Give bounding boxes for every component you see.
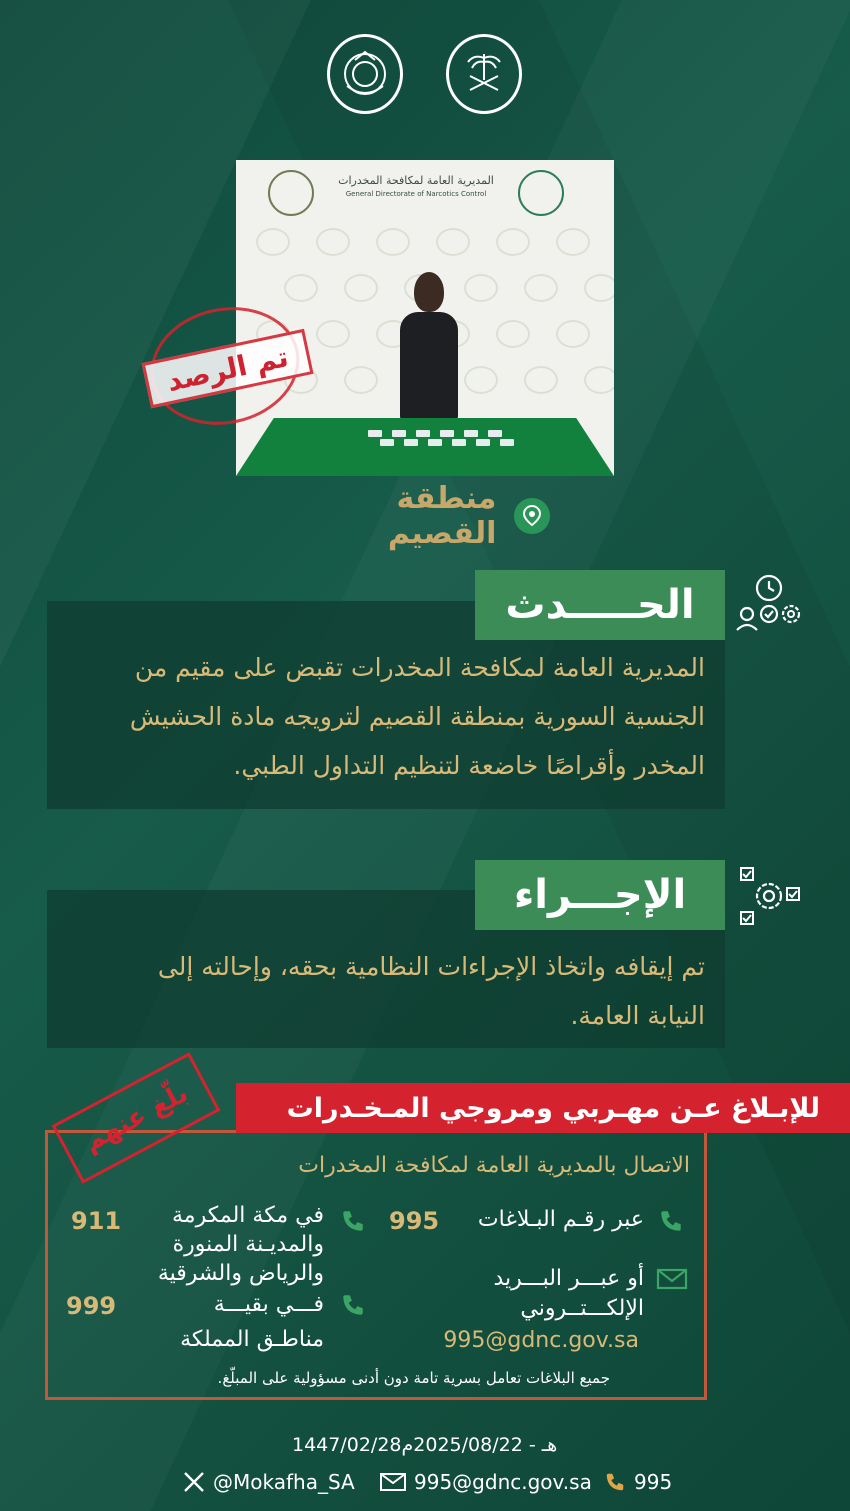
photo-header-english: General Directorate of Narcotics Control [345,190,487,198]
backdrop-watermark [316,320,350,348]
backdrop-watermark [556,320,590,348]
evidence-packet [428,439,442,446]
event-text [69,643,705,790]
narcotics-control-emblem [327,34,403,114]
stamp-text: تم الرصد [142,329,314,409]
backdrop-watermark [284,274,318,302]
region-label-1: في مكة المكرمة [172,1203,324,1228]
evidence-packet [440,430,454,437]
backdrop-watermark [316,228,350,256]
evidence-table [236,418,614,476]
backdrop-watermark [376,228,410,256]
event-line: المخدر وأقراصًا خاضعة لتنظيم التداول الطبي. [233,751,705,780]
phone-icon [340,1208,366,1234]
emblem-icon [337,46,393,102]
evidence-packet [392,430,406,437]
x-logo-icon [183,1471,205,1493]
backdrop-watermark [464,274,498,302]
palm-swords-icon [456,46,512,102]
phone-icon [340,1292,366,1318]
footer-phone[interactable] [604,1470,672,1494]
person-head [414,272,444,312]
saudi-palm-swords-emblem [446,34,522,114]
event-line: الجنسية السورية بمنطقة القصيم لترويجه مادة الحشيش [129,702,705,731]
disclaimer: جميع البلاغات تعامل بسرية تامة دون أدنى مسؤولية على المبلّغ. [217,1369,610,1387]
action-line: النيابة العامة. [570,1001,705,1030]
arrest-photo [236,160,614,476]
mail-icon [656,1266,688,1292]
evidence-packet [488,430,502,437]
backdrop-watermark [524,274,558,302]
publication-date: 1447/02/28هـ - 2025/08/22م [292,1434,558,1456]
backdrop-watermark [464,366,498,394]
backdrop-watermark [344,366,378,394]
footer-email-address: 995@gdnc.gov.sa [414,1470,592,1494]
person [400,312,458,422]
photo-logo-right [518,170,564,216]
x-handle: @Mokafha_SA [213,1470,355,1494]
checklist-gear-icon [735,862,807,934]
backdrop-watermark [436,228,470,256]
evidence-packet [380,439,394,446]
footer-email[interactable] [380,1470,592,1494]
footer-x[interactable] [183,1470,355,1494]
backdrop-watermark [524,366,558,394]
mail-icon [380,1472,406,1492]
evidence-packet [416,430,430,437]
event-title: الحـــــدث [475,570,725,640]
phone-icon [604,1471,626,1493]
action-text [69,942,705,1040]
evidence-packet [500,439,514,446]
event-line: المديرية العامة لمكافحة المخدرات تقبض على مقيم من [134,653,705,682]
location-row [280,481,550,551]
people-clock-gear-icon [735,572,807,644]
rest-regions-label-2: مناطـق المملكة [180,1327,324,1352]
email-label-2: الإلكـــتــروني [520,1296,644,1321]
footer-phone-number: 995 [634,1470,673,1494]
evidence-packet [404,439,418,446]
evidence-packet [476,439,490,446]
evidence-packet [452,439,466,446]
report-them-stamp: بلّغ عنهم [52,1052,221,1184]
email-label-1: أو عبـــر البـــريد [493,1266,644,1291]
region-label-3: والرياض والشرقية [157,1261,324,1286]
hotline-label: عبر رقـم البـلاغات [477,1207,644,1232]
rest-regions-label-1: فـــي بقيـــة [213,1292,324,1317]
backdrop-watermark [556,228,590,256]
location-label: منطقة القصيم [387,481,497,551]
evidence-packet [368,430,382,437]
evidence-packet [464,430,478,437]
phone-icon [658,1208,684,1234]
email-address[interactable]: 995@gdnc.gov.sa [443,1328,639,1353]
photo-logo-left [268,170,314,216]
backdrop-watermark [344,274,378,302]
backdrop-watermark [496,228,530,256]
photo-header-arabic: المديرية العامة لمكافحة المخدرات [338,174,494,187]
backdrop-watermark [256,228,290,256]
backdrop-watermark [496,320,530,348]
contact-intro: الاتصال بالمديرية العامة لمكافحة المخدرات [298,1153,690,1178]
backdrop-watermark [584,274,614,302]
region-label-2: والمديـنة المنورة [172,1232,324,1257]
photo-header [316,174,516,198]
backdrop-watermark [584,366,614,394]
action-title: الإجـــراء [475,860,725,930]
action-line: تم إيقافه واتخاذ الإجراءات النظامية بحقه، وإحالته إلى [157,952,705,981]
emergency-number-999[interactable]: 999 [66,1292,117,1320]
report-banner: للإبـلاغ عـن مهـربي ومروجي المـخـدرات [236,1083,850,1133]
map-pin-icon [514,498,550,534]
hotline-number[interactable]: 995 [389,1207,440,1235]
emergency-number-911[interactable]: 911 [71,1207,122,1235]
